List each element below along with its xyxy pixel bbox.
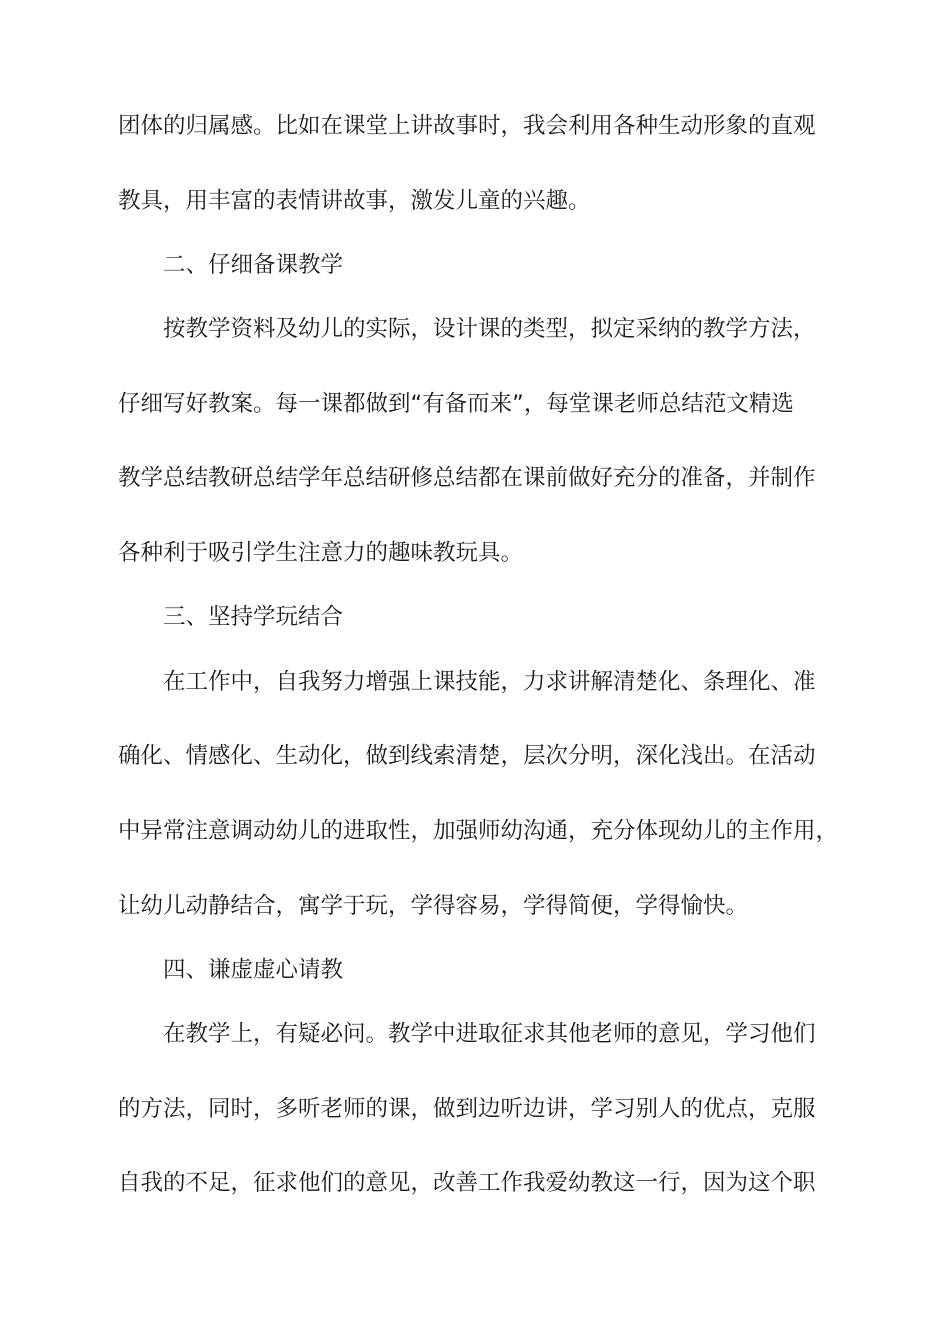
- section-heading: 三、坚持学玩结合: [163, 604, 344, 630]
- body-text-line: 教学总结教研总结学年总结研修总结都在课前做好充分的准备，并制作: [118, 465, 816, 491]
- section-heading: 二、仔细备课教学: [163, 252, 344, 278]
- paragraph-first-line: 在教学上，有疑必问。教学中进取征求其他老师的意见，学习他们: [163, 1021, 816, 1047]
- body-text-line: 教具，用丰富的表情讲故事，激发儿童的兴趣。: [118, 188, 591, 214]
- body-text-line: 让幼儿动静结合，寓学于玩，学得容易，学得简便，学得愉快。: [118, 893, 749, 919]
- body-text-line: 各种利于吸引学生注意力的趣味教玩具。: [118, 540, 524, 566]
- body-text-line: 团体的归属感。比如在课堂上讲故事时，我会利用各种生动形象的直观: [118, 113, 816, 139]
- body-text-line: 中异常注意调动幼儿的进取性，加强师幼沟通，充分体现幼儿的主作用，: [118, 818, 839, 844]
- body-text-line: 自我的不足，征求他们的意见，改善工作我爱幼教这一行，因为这个职: [118, 1170, 816, 1196]
- body-text-line: 仔细写好教案。每一课都做到“有备而来”，每堂课老师总结范文精选: [118, 391, 794, 417]
- paragraph-first-line: 在工作中，自我努力增强上课技能，力求讲解清楚化、条理化、准: [163, 669, 816, 695]
- paragraph-first-line: 按教学资料及幼儿的实际，设计课的类型，拟定采纳的教学方法，: [163, 316, 816, 342]
- body-text-line: 的方法，同时，多听老师的课，做到边听边讲，学习别人的优点，克服: [118, 1096, 816, 1122]
- body-text-line: 确化、情感化、生动化，做到线索清楚，层次分明，深化浅出。在活动: [118, 743, 816, 769]
- section-heading: 四、谦虚虚心请教: [163, 957, 344, 983]
